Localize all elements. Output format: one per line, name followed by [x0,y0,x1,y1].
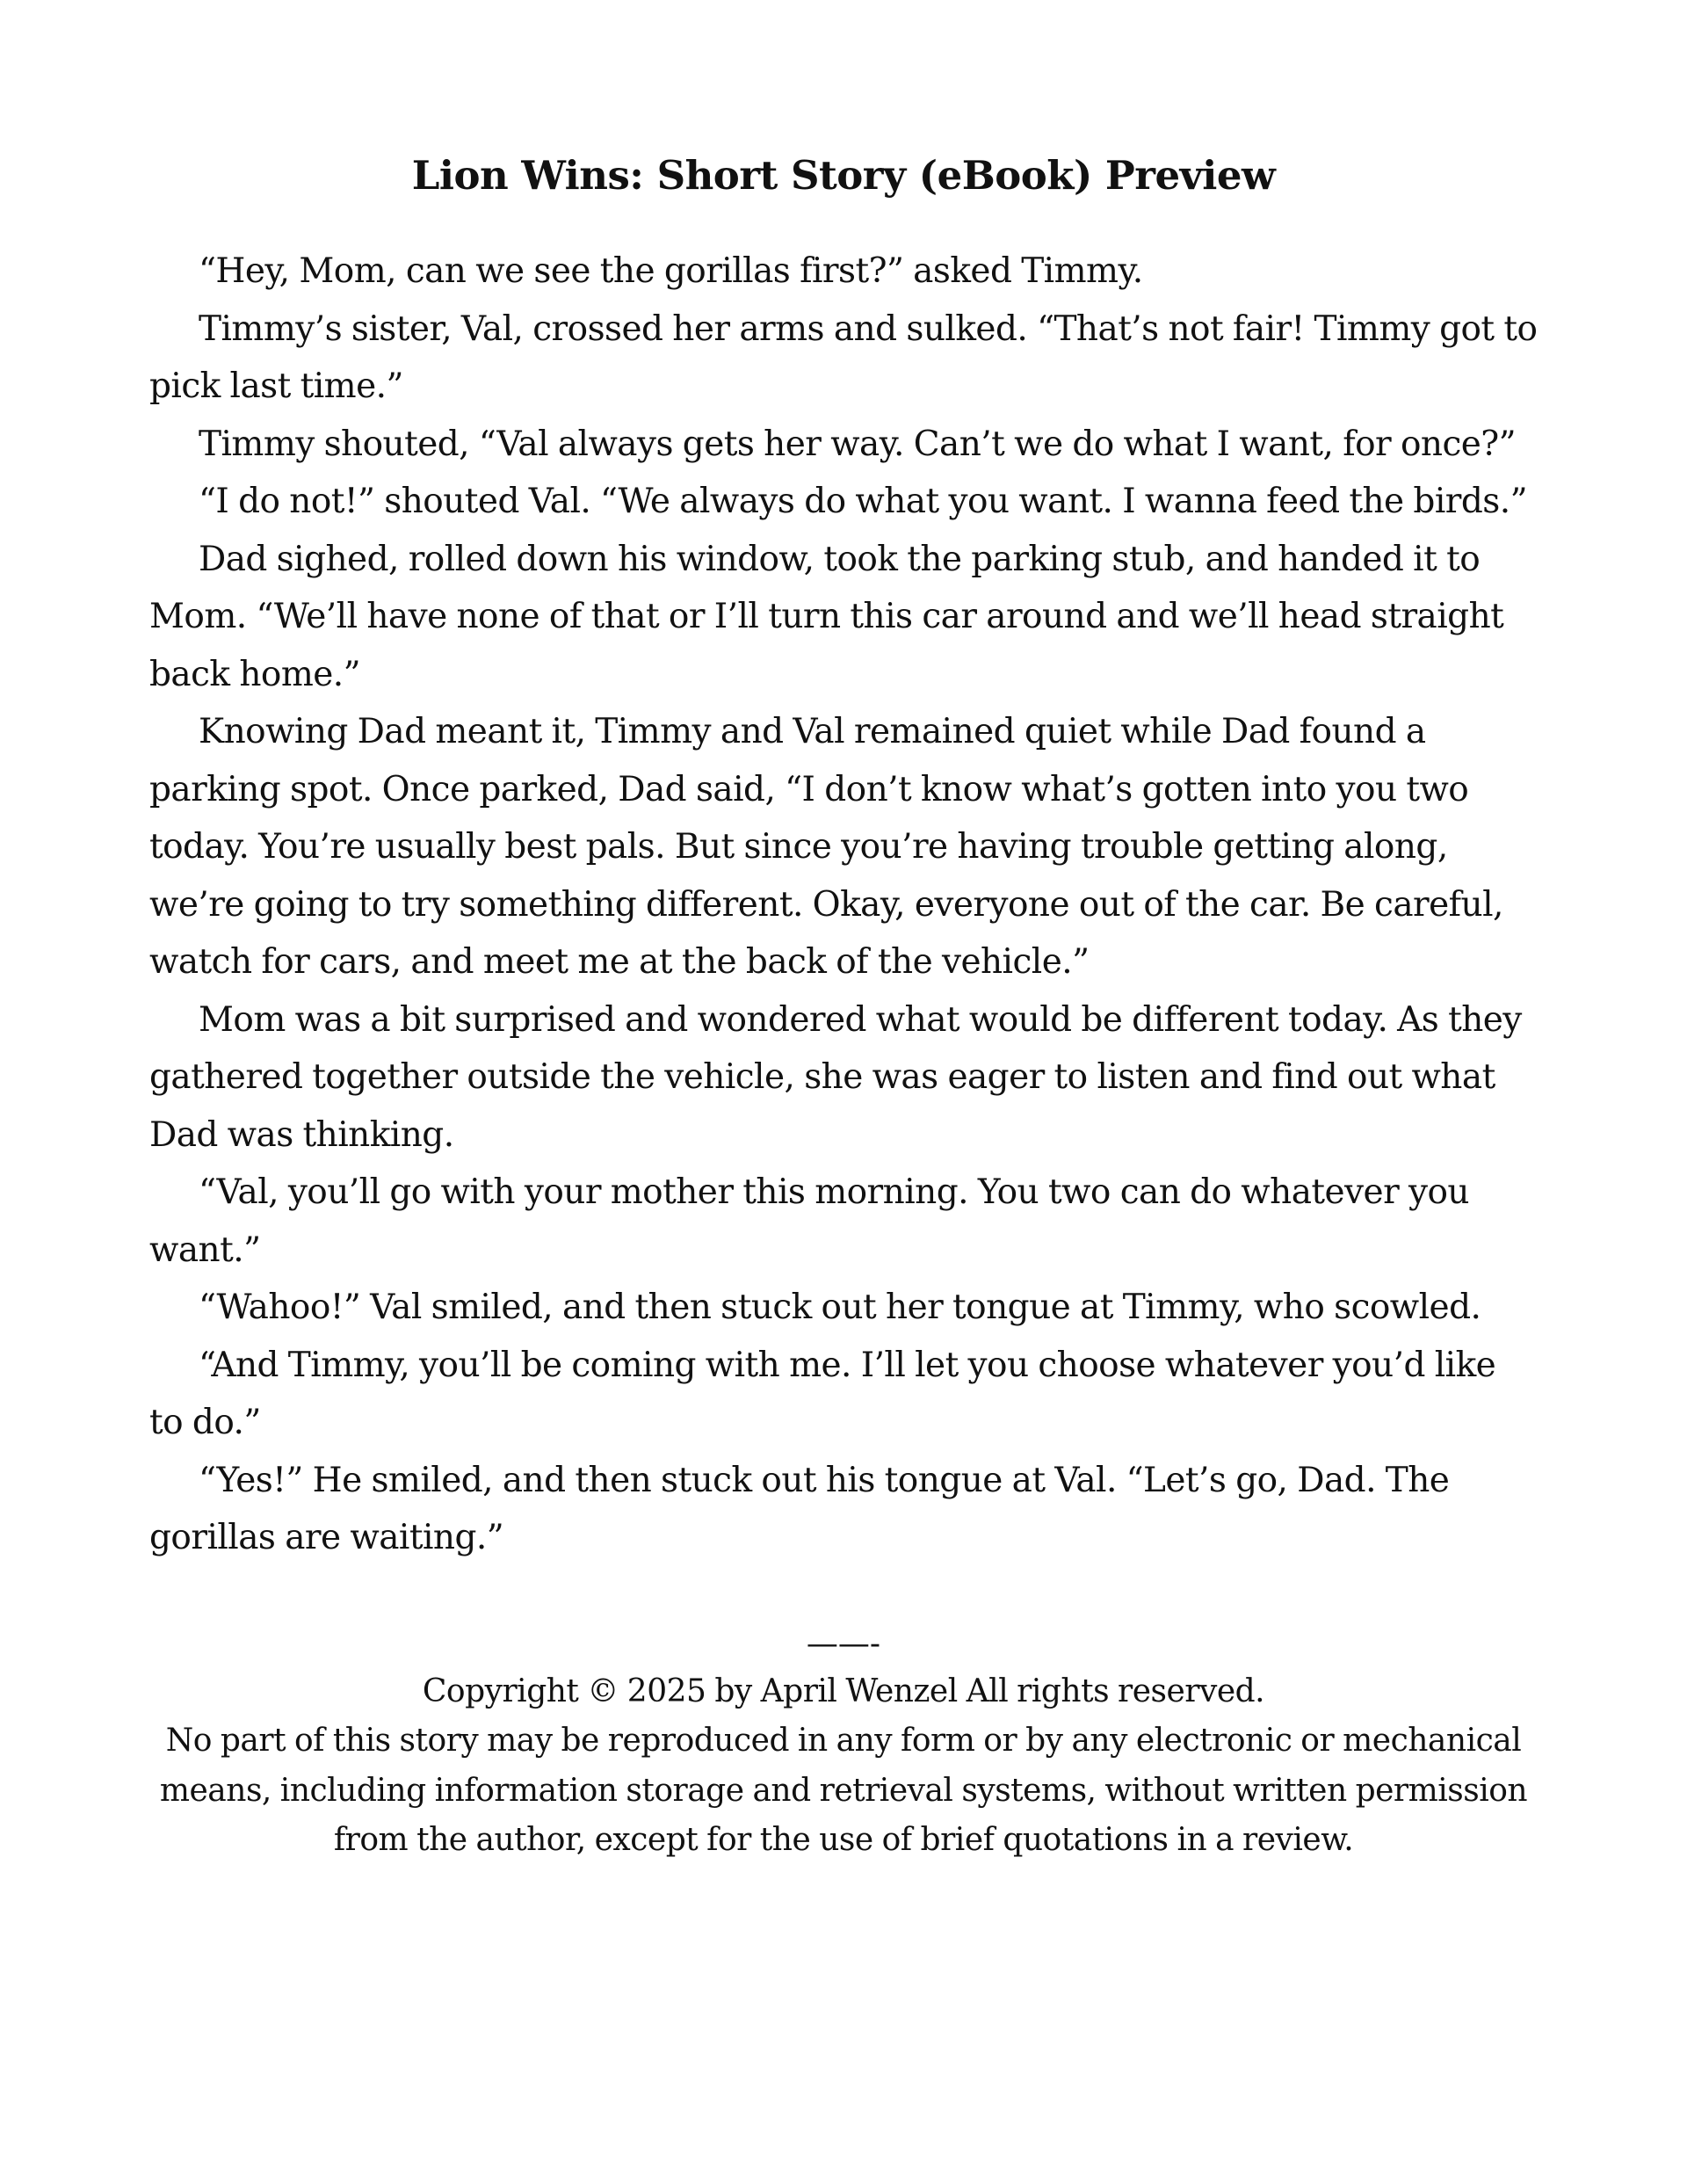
story-paragraph: Knowing Dad meant it, Timmy and Val remained quiet while Dad found a parking spot. Once parked, Dad said, “I don’t know what’s gotten into you two today. You’re usually best pals. But since you’re having trouble getting along, we’re going to try something different. Okay, everyone out of the car. Be careful, watch for cars, and meet me at the back of the vehicle.” [149,712,1503,982]
story-paragraph: Mom was a bit surprised and wondered what would be different today. As they gathered together outside the vehicle, she was eager to listen and find out what Dad was thinking. [149,999,1522,1155]
rights-notice: No part of this story may be reproduced in any form or by any electronic or mechanical means, including information storage and retrieval systems, without written permission from the author, except for the use of brief quotations in a review. [159,1723,1528,1858]
story-paragraph: Timmy shouted, “Val always gets her way. Can’t we do what I want, for once?” [199,424,1517,464]
story-paragraph: “Yes!” He smiled, and then stuck out his tongue at Val. “Let’s go, Dad. The gorillas are waiting.” [149,1460,1450,1557]
story-paragraph: “Wahoo!” Val smiled, and then stuck out her tongue at Timmy, who scowled. [199,1288,1481,1327]
story-paragraph: “Hey, Mom, can we see the gorillas first?” asked Timmy. [199,251,1143,291]
story-body [149,243,1538,1567]
copyright-notice [149,1667,1538,1866]
story-paragraph: “I do not!” shouted Val. “We always do what you want. I wanna feed the birds.” [199,482,1527,521]
document-page [149,141,1538,1866]
copyright-line: Copyright © 2025 by April Wenzel All rights reserved. [422,1672,1265,1709]
section-divider: ——- [806,1625,881,1662]
story-paragraph: “And Timmy, you’ll be coming with me. I’ll let you choose whatever you’d like to do.” [149,1345,1496,1442]
story-paragraph: Dad sighed, rolled down his window, took the parking stub, and handed it to Mom. “We’ll have none of that or I’ll turn this car around and we’ll head straight back home.” [149,539,1504,694]
document-title: Lion Wins: Short Story (eBook) Preview [411,152,1276,199]
story-paragraph: Timmy’s sister, Val, crossed her arms and sulked. “That’s not fair! Timmy got to pick last time.” [149,308,1538,406]
story-paragraph: “Val, you’ll go with your mother this morning. You two can do whatever you want.” [149,1172,1469,1270]
